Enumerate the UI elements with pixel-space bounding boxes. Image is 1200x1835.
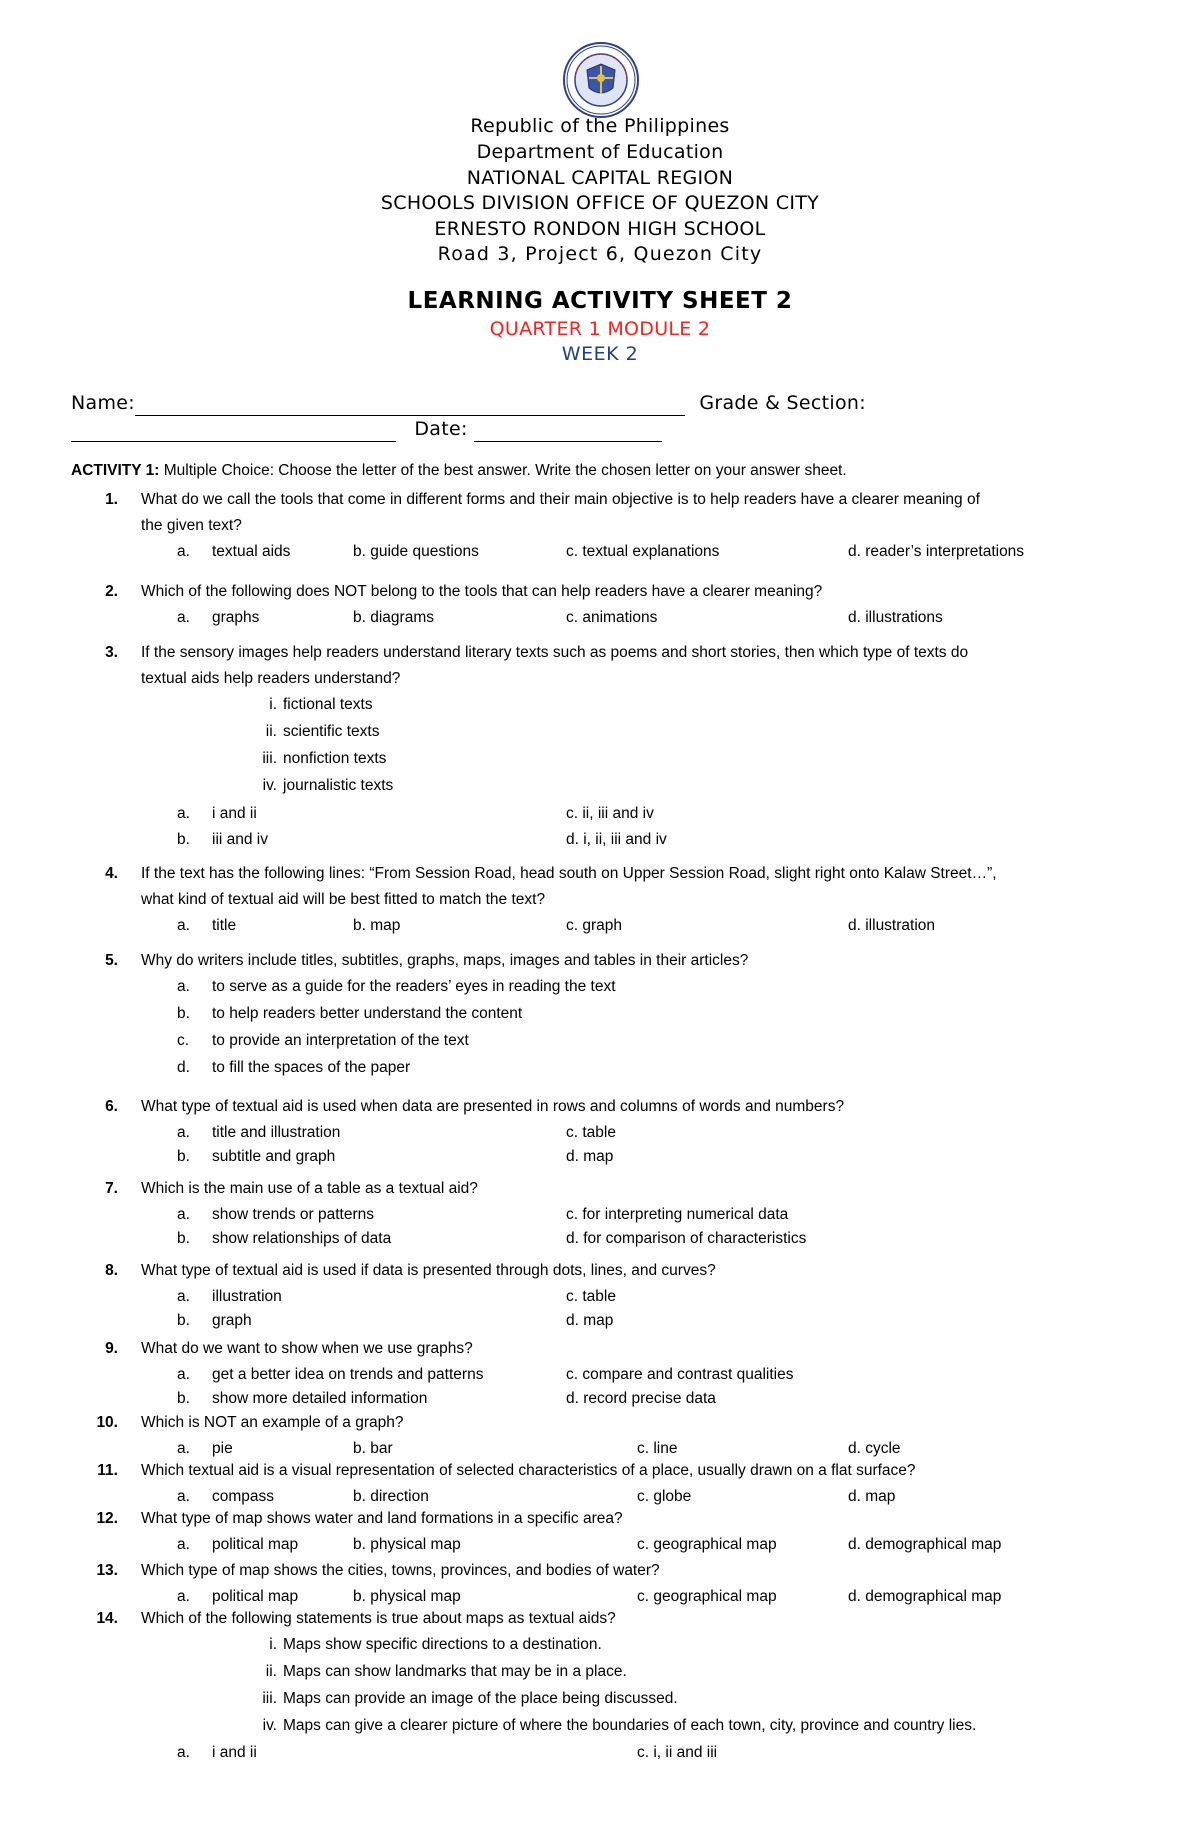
question-number: 11. [97, 1462, 118, 1479]
choice-letter: a. [177, 1536, 190, 1553]
choice-letter: b. [177, 1005, 190, 1022]
choice-option: b. direction [353, 1488, 429, 1505]
question-number: 4. [105, 865, 118, 882]
choice-option: c. geographical map [637, 1588, 777, 1605]
choice-letter: b. [177, 1390, 190, 1407]
choice-option: title and illustration [212, 1124, 341, 1141]
choice-option: b. physical map [353, 1588, 461, 1605]
header-division: SCHOOLS DIVISION OFFICE OF QUEZON CITY [380, 192, 820, 214]
choice-option: i and ii [212, 1744, 257, 1761]
roman-numeral: iii. [262, 750, 277, 767]
choice-option: political map [212, 1536, 299, 1553]
choice-option: d. illustrations [848, 609, 943, 626]
choice-option: d. demographical map [848, 1588, 1002, 1605]
question-number: 5. [105, 952, 118, 969]
choice-letter: d. [177, 1059, 190, 1076]
choice-letter: b. [177, 1148, 190, 1165]
question-number: 13. [96, 1562, 118, 1579]
question-number: 14. [96, 1610, 118, 1627]
choice-letter: b. [177, 1312, 190, 1329]
question-text: What type of map shows water and land formations in a specific area? [141, 1510, 623, 1527]
question-text-cont: what kind of textual aid will be best fitted to match the text? [141, 891, 546, 908]
question-number: 3. [105, 644, 118, 661]
choice-letter: a. [177, 1440, 190, 1457]
choice-letter: a. [177, 1124, 190, 1141]
choice-option: c. for interpreting numerical data [566, 1206, 789, 1223]
date-blank[interactable] [474, 421, 662, 442]
choice-letter: a. [177, 1288, 190, 1305]
choice-letter: a. [177, 805, 190, 822]
question-number: 7. [105, 1180, 118, 1197]
roman-numeral: i. [269, 696, 277, 713]
roman-numeral: i. [269, 1636, 277, 1653]
roman-item: scientific texts [283, 723, 380, 740]
choice-letter: c. [177, 1032, 190, 1049]
choice-option: d. record precise data [566, 1390, 716, 1407]
activity-label: ACTIVITY 1: [71, 462, 160, 479]
name-blank[interactable] [135, 395, 685, 416]
roman-numeral: ii. [265, 723, 277, 740]
choice-option: d. reader’s interpretations [848, 543, 1025, 560]
quarter-module: QUARTER 1 MODULE 2 [489, 318, 711, 340]
choice-option: c. ii, iii and iv [566, 805, 654, 822]
deped-seal-logo [563, 42, 639, 118]
sheet-title: LEARNING ACTIVITY SHEET 2 [407, 288, 793, 314]
question-number: 1. [105, 491, 118, 508]
roman-numeral: iii. [262, 1690, 277, 1707]
question-text: What type of textual aid is used when data are presented in rows and columns of words and numbers? [141, 1098, 845, 1115]
choice-option: c. table [566, 1124, 616, 1141]
choice-option: get a better idea on trends and patterns [212, 1366, 484, 1383]
choice-option: to serve as a guide for the readers’ eyes in reading the text [212, 978, 616, 995]
choice-option: d. illustration [848, 917, 936, 934]
choice-option: to provide an interpretation of the text [212, 1032, 469, 1049]
roman-numeral: iv. [262, 777, 277, 794]
choice-option: c. line [637, 1440, 678, 1457]
choice-option: c. graph [566, 917, 623, 934]
choice-option: b. guide questions [353, 543, 479, 560]
choice-letter: b. [177, 1230, 190, 1247]
name-label: Name: [71, 392, 135, 414]
choice-option: show relationships of data [212, 1230, 392, 1247]
choice-option: d. map [848, 1488, 896, 1505]
question-text: Which is NOT an example of a graph? [141, 1414, 404, 1431]
roman-item: fictional texts [283, 696, 373, 713]
roman-item: journalistic texts [283, 777, 394, 794]
header-republic: Republic of the Philippines [470, 115, 730, 137]
choice-option: pie [212, 1440, 233, 1457]
week-label: WEEK 2 [561, 343, 639, 365]
choice-letter: a. [177, 1206, 190, 1223]
choice-option: textual aids [212, 543, 291, 560]
date-label: Date: [414, 418, 468, 440]
question-number: 8. [105, 1262, 118, 1279]
activity-text: Multiple Choice: Choose the letter of the best answer. Write the chosen letter on your answer sheet. [163, 462, 847, 479]
choice-option: b. diagrams [353, 609, 434, 626]
question-text: Which of the following does NOT belong to the tools that can help readers have a clearer meaning? [141, 583, 823, 600]
choice-option: c. animations [566, 609, 658, 626]
question-text: If the sensory images help readers understand literary texts such as poems and short stories, then which type of texts do [141, 644, 969, 661]
choice-letter: a. [177, 1588, 190, 1605]
choice-option: graph [212, 1312, 252, 1329]
choice-letter: a. [177, 978, 190, 995]
choice-option: d. cycle [848, 1440, 901, 1457]
choice-option: b. physical map [353, 1536, 461, 1553]
header-department: Department of Education [476, 141, 724, 163]
question-text-cont: textual aids help readers understand? [141, 670, 401, 687]
choice-option: c. i, ii and iii [637, 1744, 718, 1761]
question-number: 2. [105, 583, 118, 600]
choice-option: c. textual explanations [566, 543, 720, 560]
question-number: 9. [105, 1340, 118, 1357]
grade-section-blank[interactable] [71, 421, 396, 442]
choice-option: d. for comparison of characteristics [566, 1230, 807, 1247]
question-text: What type of textual aid is used if data is presented through dots, lines, and curves? [141, 1262, 716, 1279]
choice-option: subtitle and graph [212, 1148, 336, 1165]
question-text-cont: the given text? [141, 517, 242, 534]
question-text: What do we want to show when we use graphs? [141, 1340, 473, 1357]
roman-numeral: ii. [265, 1663, 277, 1680]
choice-letter: a. [177, 609, 190, 626]
header-school: ERNESTO RONDON HIGH SCHOOL [434, 218, 766, 240]
activity-instruction [71, 462, 847, 480]
choice-option: show trends or patterns [212, 1206, 374, 1223]
question-text: What do we call the tools that come in different forms and their main objective is to help readers have a clearer meaning of [141, 491, 980, 508]
choice-letter: b. [177, 831, 190, 848]
question-number: 6. [105, 1098, 118, 1115]
question-text: Which textual aid is a visual representation of selected characteristics of a place, usually drawn on a flat surface? [141, 1462, 916, 1479]
choice-option: d. demographical map [848, 1536, 1002, 1553]
question-text: Which type of map shows the cities, towns, provinces, and bodies of water? [141, 1562, 660, 1579]
choice-option: graphs [212, 609, 260, 626]
question-text: Which of the following statements is true about maps as textual aids? [141, 1610, 616, 1627]
choice-option: d. i, ii, iii and iv [566, 831, 667, 848]
choice-option: title [212, 917, 237, 934]
question-text: Which is the main use of a table as a textual aid? [141, 1180, 478, 1197]
choice-option: c. globe [637, 1488, 692, 1505]
choice-option: c. table [566, 1288, 616, 1305]
choice-option: illustration [212, 1288, 282, 1305]
question-text: Why do writers include titles, subtitles, graphs, maps, images and tables in their articles? [141, 952, 749, 969]
roman-item: Maps show specific directions to a destination. [283, 1636, 602, 1653]
student-info-fields [71, 390, 1151, 442]
choice-option: b. map [353, 917, 401, 934]
roman-numeral: iv. [262, 1717, 277, 1734]
choice-option: d. map [566, 1312, 614, 1329]
choice-letter: a. [177, 1488, 190, 1505]
question-number: 10. [96, 1414, 118, 1431]
roman-item: Maps can show landmarks that may be in a place. [283, 1663, 627, 1680]
choice-option: c. compare and contrast qualities [566, 1366, 794, 1383]
choice-option: d. map [566, 1148, 614, 1165]
choice-letter: a. [177, 1744, 190, 1761]
choice-letter: a. [177, 917, 190, 934]
choice-letter: a. [177, 543, 190, 560]
choice-option: c. geographical map [637, 1536, 777, 1553]
grade-section-label: Grade & Section: [699, 392, 866, 414]
choice-letter: a. [177, 1366, 190, 1383]
choice-option: to help readers better understand the content [212, 1005, 523, 1022]
roman-item: Maps can provide an image of the place being discussed. [283, 1690, 678, 1707]
question-number: 12. [96, 1510, 118, 1527]
choice-option: compass [212, 1488, 275, 1505]
choice-option: show more detailed information [212, 1390, 428, 1407]
roman-item: nonfiction texts [283, 750, 387, 767]
header-address: Road 3, Project 6, Quezon City [437, 243, 763, 265]
choice-option: b. bar [353, 1440, 393, 1457]
header-region: NATIONAL CAPITAL REGION [466, 167, 734, 189]
roman-item: Maps can give a clearer picture of where the boundaries of each town, city, province and country lies. [283, 1717, 977, 1734]
question-text: If the text has the following lines: “From Session Road, head south on Upper Session Road, slight right onto Kalaw Street…”, [141, 865, 997, 882]
choice-option: i and ii [212, 805, 257, 822]
choice-option: political map [212, 1588, 299, 1605]
choice-option: to fill the spaces of the paper [212, 1059, 411, 1076]
choice-option: iii and iv [212, 831, 268, 848]
